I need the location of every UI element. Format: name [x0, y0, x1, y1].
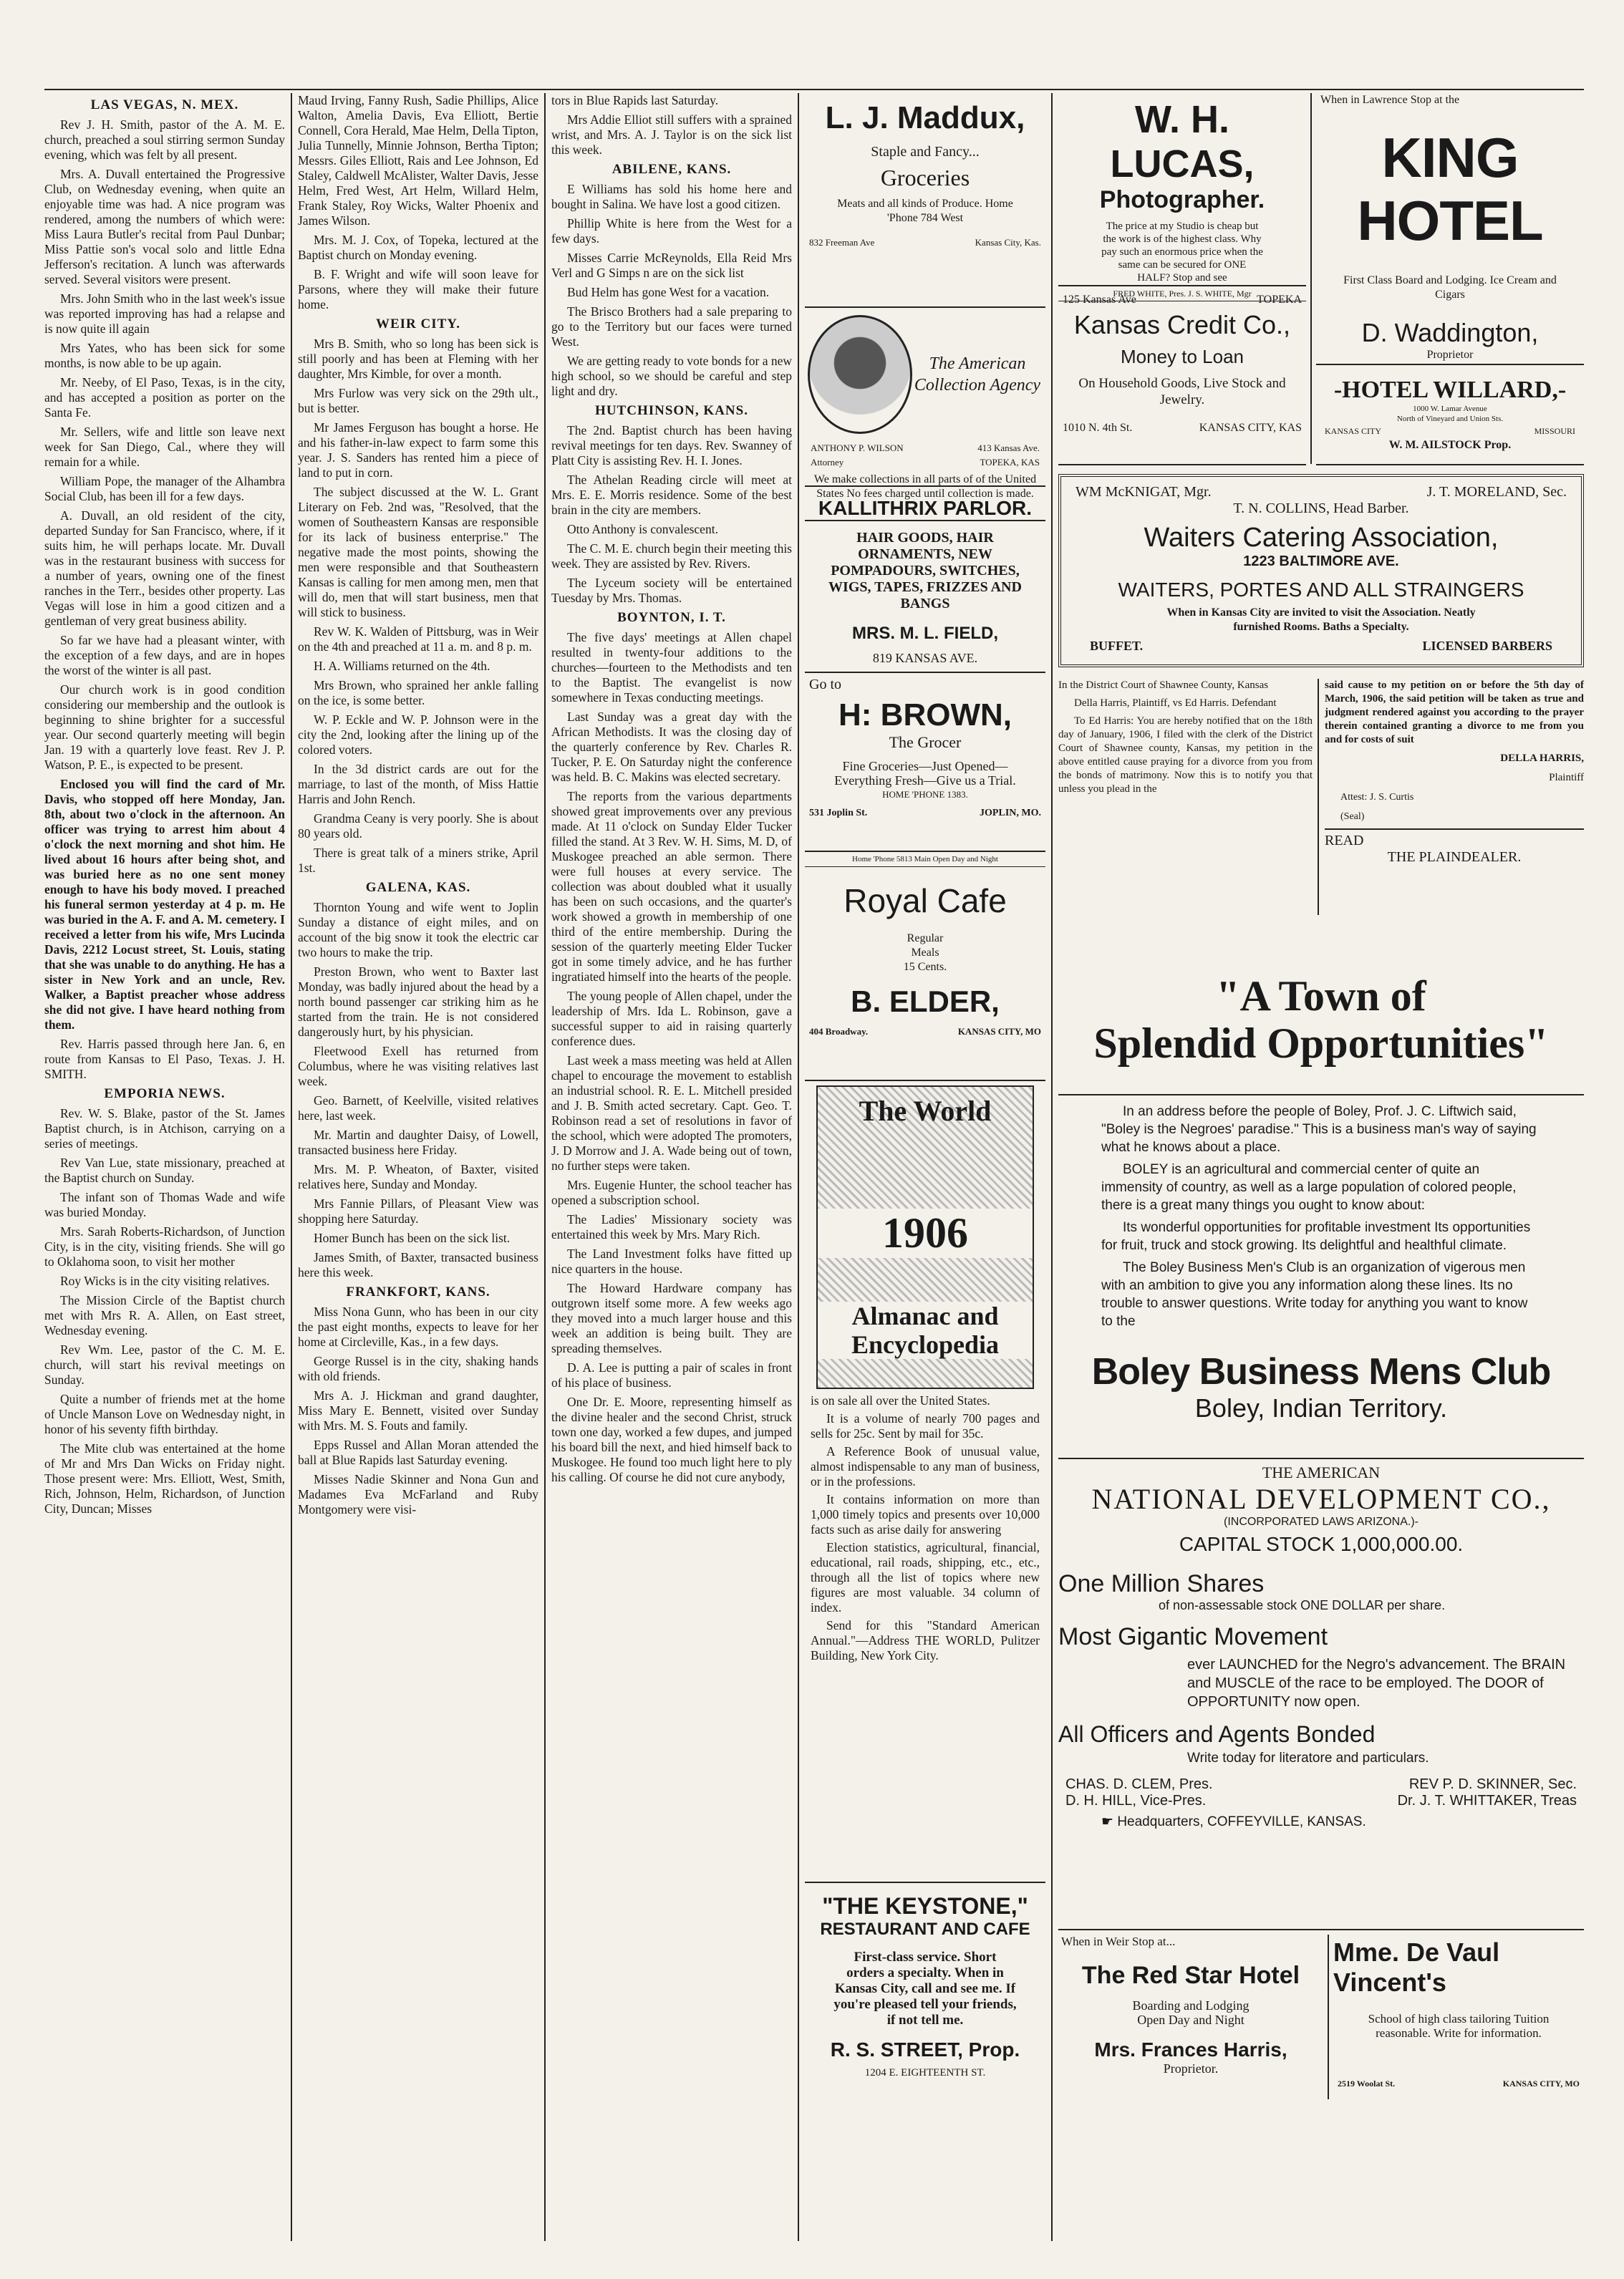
column-rule: [1310, 93, 1312, 464]
heading-emporia: EMPORIA NEWS.: [104, 1086, 226, 1101]
ad-phone: HOME 'PHONE 1383.: [882, 789, 968, 800]
ad-subtitle: Money to Loan: [1120, 346, 1244, 367]
paragraph: Roy Wicks is in the city visiting relatives.: [60, 1274, 270, 1288]
paragraph: To Ed Harris: You are hereby notified that on the 18th day of January, 1906, I filed with the clerk of the District Court of Shawnee county, Kansas, my petition in the above entitled cause praying for a divorce from you from the bonds of matrimony. Now this is to notify you that unless you plead in the: [1058, 715, 1313, 795]
column-rule: [291, 93, 292, 2241]
ad-text: First-class service. Short orders a specialty. When in Kansas City, call and see me. If you're pleased tell your friends, if not tell me.: [833, 1950, 1017, 2028]
ad-title: W. H. LUCAS,: [1110, 98, 1255, 185]
ad-address-street: 2519 Woolat St.: [1338, 2079, 1396, 2089]
ad-text: Boarding and Lodging: [1132, 1998, 1250, 2013]
ad-text: (INCORPORATED LAWS ARIZONA.)-: [1223, 1516, 1418, 1528]
ad-address-note: North of Vineyard and Union Sts.: [1396, 415, 1504, 423]
ad-text: Regular: [907, 932, 944, 944]
almanac-year: 1906: [818, 1209, 1033, 1258]
ad-title: Royal Cafe: [844, 882, 1007, 919]
column-6-ads: [1316, 93, 1584, 465]
paragraph: The Boley Business Men's Club is an organization of vigerous men with an ambition to give you any information along these lines. Its no trouble to answer questions. Write today for anything you want to know to the: [1101, 1260, 1528, 1329]
ad-maddux: [805, 93, 1045, 308]
paragraph: Mrs Brown, who sprained her ankle falling on the ice, is some better.: [298, 678, 538, 707]
paragraph: Our church work is in good condition considering our membership and the outlook is beginning to shine brighter for a successful year. Our second quarterly meeting will begin Jan. 19 with a quarterly love feast. Rev J. P. Watson, P. E., is expected to be present.: [44, 682, 285, 772]
ad-title: L. J. Maddux,: [825, 100, 1025, 135]
ad-title: "THE KEYSTONE,": [822, 1893, 1028, 1919]
paragraph: The Mite club was entertained at the home of Mr and Mrs Dan Wicks on Friday night. Those present were: Mrs. Elliott, West, Smith, Rich, Johnson, Helm, Richardson, of Junction City, Duncan; Misses: [44, 1441, 285, 1516]
paragraph: We are getting ready to vote bonds for a new high school, so we should be careful and step light and dry.: [551, 354, 792, 398]
ad-address-city: JOPLIN, MO.: [980, 808, 1041, 818]
ad-text: 15 Cents.: [903, 961, 947, 973]
ad-title: Mme. De Vaul Vincent's: [1333, 1937, 1500, 1997]
ad-secretary: REV P. D. SKINNER, Sec.: [1408, 1776, 1577, 1792]
paragraph: The Lyceum society will be entertained Tuesday by Mrs. Thomas.: [551, 576, 792, 605]
ad-address-state: MISSOURI: [1534, 426, 1575, 436]
ad-text: When in Kansas City are invited to visit the Association. Neatly furnished Rooms. Baths a Specialty.: [1166, 606, 1476, 633]
paragraph: Epps Russel and Allan Moran attended the ball at Blue Rapids last Saturday evening.: [298, 1438, 538, 1467]
signature: DELLA HARRIS,: [1500, 753, 1584, 764]
signature-role: Plaintiff: [1549, 772, 1584, 783]
top-rule: [44, 89, 1584, 90]
paragraph: Mrs Fannie Pillars, of Pleasant View was shopping here Saturday.: [298, 1196, 538, 1226]
ad-title: Waiters Catering Association,: [1144, 523, 1499, 553]
ad-treasurer: Dr. J. T. WHITTAKER, Treas: [1397, 1793, 1577, 1809]
ad-text: THE AMERICAN: [1262, 1463, 1381, 1481]
ad-text: Meals: [911, 947, 939, 959]
paragraph: Mr. Martin and daughter Daisy, of Lowell, transacted business here Friday.: [298, 1128, 538, 1157]
paragraph: Enclosed you will find the card of Mr. Davis, who stopped off here Monday, Jan. 8th, about two o'clock in the afternoon. An officer was trying to arrest him about 4 o'clock the next morning and shot him. He lived about 16 hours after being shot, and was buried here as no one sent money enough to have his body moved. I preached his funeral sermon yesterday at 4 p. m. He was buried in the A. F. and A. M. cemetery. I received a letter from his wife, Mrs Lucinda Davis, 2212 Locust street, St. Louis, stating that she was unable to do anything. He has a sister in New York and an uncle, Rev. Walker, a Baptist preacher whose address she did not give. I have heard nothing from them.: [44, 777, 285, 1032]
ad-text: of non-assessable stock ONE DOLLAR per share.: [1159, 1598, 1446, 1612]
almanac-masthead: The World: [859, 1095, 992, 1127]
paragraph: E Williams has sold his home here and bought in Salina. We have lost a good citizen.: [551, 182, 792, 211]
almanac-illustration: [816, 1085, 1034, 1389]
paragraph: Mrs. John Smith who in the last week's issue was reported improving has had a relapse and is now quite ill again: [44, 291, 285, 336]
ad-address: 819 KANSAS AVE.: [872, 651, 978, 665]
paragraph: The young people of Allen chapel, under the leadership of Mrs. Ida L. Robinson, gave a successful supper to aid in raising quarterly conference dues.: [551, 989, 792, 1048]
ad-title: -HOTEL WILLARD,-: [1333, 377, 1567, 403]
ad-address: [805, 236, 1045, 250]
paragraph: Mrs. A. Duvall entertained the Progressive Club, on Wednesday evening, when quite an enjoyable time was had. A nice program was rendered, among the numbers of which were: Miss Laura Butler's recital from Paul Dunbar; Miss Pattie son's vocal solo and little Edna Jefferson's recitation. A lunch was afterwards served. Several visitors were present.: [44, 167, 285, 286]
ad-president: CHAS. D. CLEM, Pres.: [1065, 1776, 1213, 1792]
ad-text: Fine Groceries—Just Opened—Everything Fresh—Give us a Trial.: [834, 759, 1016, 788]
paragraph: The infant son of Thomas Wade and wife was buried Monday.: [44, 1190, 285, 1219]
paragraph: Della Harris, Plaintiff, vs Ed Harris. Defendant: [1074, 697, 1277, 709]
ad-address-city: TOPEKA: [1257, 294, 1302, 306]
paragraph: Quite a number of friends met at the home of Uncle Manson Love on Wednesday night, in honor of his seventy fifth birthday.: [44, 1392, 285, 1436]
ad-owner: W. M. AILSTOCK Prop.: [1388, 439, 1512, 451]
paragraph: A Reference Book of unusual value, almost indispensable to any man of business, or in the professions.: [811, 1444, 1040, 1489]
paragraph: H. A. Williams returned on the 4th.: [314, 659, 490, 673]
ad-address: [1058, 408, 1306, 435]
paragraph: Mrs A. J. Hickman and grand daughter, Miss Mary E. Bennett, visited over Sunday with Mrs. M. S. Fouts and family.: [298, 1388, 538, 1433]
ad-title: H: BROWN,: [838, 697, 1012, 732]
portrait-icon: [808, 315, 912, 434]
paragraph: Mrs Furlow was very sick on the 29th ult., but is better.: [298, 386, 538, 415]
read-label: READ: [1325, 833, 1364, 848]
paragraph: Rev J. H. Smith, pastor of the A. M. E. church, preached a soul stirring sermon Sunday evening, which was felt by all present.: [44, 117, 285, 162]
ad-address: [805, 802, 1045, 825]
heading-boynton: BOYNTON, I. T.: [617, 610, 726, 625]
paragraph: The subject discussed at the W. L. Grant Literary on Feb. 2nd was, "Resolved, that the women of Southeastern Kansas are responsible for its lack of business enterprise." The negative made the most points, showing the men were responsible and that Southeastern Kansas is calling for men among men, men that will do, men that will start business, men that will stick to business.: [298, 485, 538, 619]
paragraph: tors in Blue Rapids last Saturday.: [551, 93, 719, 107]
ad-hotel-willard: [1316, 365, 1584, 465]
paragraph: The Ladies' Missionary society was entertained this week by Mrs. Mary Rich.: [551, 1212, 792, 1242]
ad-red-star-hotel: [1058, 1935, 1323, 2099]
ad-text: ever LAUNCHED for the Negro's advancement. The BRAIN and MUSCLE of the race to be employed. The DOOR of OPPORTUNITY now open.: [1187, 1657, 1566, 1710]
ad-headquarters: [1058, 1814, 1584, 1830]
heading-galena: GALENA, KAS.: [365, 880, 471, 895]
column-1: [44, 93, 285, 2241]
paragraph: W. P. Eckle and W. P. Johnson were in the city the 2nd, looking after the lining up of the colored voters.: [298, 712, 538, 757]
ad-text: We make collections in all parts of of the United States No fees charged until collection is made.: [813, 473, 1037, 500]
heading-frankfort: FRANKFORT, KANS.: [346, 1284, 490, 1300]
heading-las-vegas: LAS VEGAS, N. MEX.: [90, 97, 239, 112]
ad-text: FRED WHITE, Pres. J. S. WHITE, Mgr: [1058, 286, 1306, 301]
ad-footer-right: LICENSED BARBERS: [1422, 639, 1552, 653]
ad-boley-body: [1058, 1095, 1584, 1353]
paragraph: Rev. Harris passed through here Jan. 6, en route from Kansas to El Paso, Texas. J. H. SMITH.: [44, 1037, 285, 1081]
ad-address-city: Kansas City, Kas.: [975, 237, 1041, 248]
paragraph: Rev W. K. Walden of Pittsburg, was in Weir on the 4th and preached at 11 a. m. and 8 p. m.: [298, 624, 538, 654]
paragraph: B. F. Wright and wife will soon leave for Parsons, where they will make their future home.: [298, 267, 538, 311]
paragraph: Mrs Yates, who has been sick for some months, is now able to be up again.: [44, 341, 285, 370]
paragraph: Mrs Addie Elliot still suffers with a sprained wrist, and Mrs. A. J. Taylor is on the sick list this week.: [551, 112, 792, 157]
paragraph: Mrs. Sarah Roberts-Richardson, of Junction City, is in the city, visiting friends. She will go to Oklahoma soon, to visit her mother: [44, 1224, 285, 1269]
ad-subtitle: WAITERS, PORTES AND ALL STRAINGERS: [1118, 579, 1524, 601]
ad-owner: Mrs. Frances Harris,: [1094, 2038, 1287, 2061]
ad-footer-left: BUFFET.: [1090, 639, 1144, 653]
club-name: Boley Business Mens Club: [1091, 1351, 1551, 1393]
ad-footer: [1076, 639, 1567, 654]
paragraph: The C. M. E. church begin their meeting this week. They are assisted by Rev. Rivers.: [551, 541, 792, 571]
ad-address-street: 413 Kansas Ave.: [977, 442, 1040, 453]
paragraph: The reports from the various departments showed great improvements over any previous made. At 11 o'clock on Sunday Elder Tucker filled the stand. At 3 Rev. W. H. Sims, M. D, of Muskogee preached an able sermon. There were full houses at every service. The collection was about doubled what it usually has been on such occasions, and the quarter's work showed a growth in membership of one third of the entire membership. During the session of the quarterly meeting Elder Tucker got in some timely advice, and he has further ingratiated himself into the hearts of the people.: [551, 789, 792, 984]
paragraph: Send for this "Standard American Annual."—Address THE WORLD, Pulitzer Building, New York City.: [811, 1618, 1040, 1663]
ad-boley-club: [1058, 1350, 1584, 1459]
ad-address: 1223 BALTIMORE AVE.: [1243, 553, 1399, 569]
ad-owner: R. S. STREET, Prop.: [830, 2038, 1020, 2061]
paragraph: Last Sunday was a great day with the African Methodists. It was the closing day of the quarterly conference by Rev. Charles R. Tucker, P. E. On Saturday night the conference was held. B. C. Makins was elected secretary.: [551, 710, 792, 784]
ad-brown-grocer: [805, 673, 1045, 852]
paragraph: Preston Brown, who went to Baxter last Monday, was badly injured about the head by a north bound passenger car striking him as he started from the train. He is not considered dangerously hurt, by his physician.: [298, 964, 538, 1039]
paragraph: Mrs. M. J. Cox, of Topeka, lectured at the Baptist church on Monday evening.: [298, 233, 538, 262]
paragraph: D. A. Lee is putting a pair of scales in front of his place of business.: [551, 1360, 792, 1390]
ad-text: Proprietor: [1426, 349, 1474, 361]
ad-address-street: 832 Freeman Ave: [809, 237, 875, 248]
ad-text: Go to: [809, 677, 841, 692]
ad-title: KING HOTEL: [1357, 126, 1543, 252]
paragraph: is on sale all over the United States.: [811, 1393, 990, 1408]
paragraph: Rev Wm. Lee, pastor of the C. M. E. church, will start his revival meetings on Sunday.: [44, 1342, 285, 1387]
paragraph: There is great talk of a miners strike, April 1st.: [298, 846, 538, 875]
read-notice: [1325, 828, 1584, 866]
paragraph: Thornton Young and wife went to Joplin Sunday a distance of eight miles, and on account of the big snow it took the electric car two hours to make the trip.: [298, 900, 538, 959]
ad-secretary: J. T. MORELAND, Sec.: [1426, 484, 1567, 500]
column-rule: [1318, 679, 1319, 915]
paragraph: Rev. W. S. Blake, pastor of the St. James Baptist church, is in Atchison, carrying on a series of meetings.: [44, 1106, 285, 1151]
ad-kansas-credit: [1058, 286, 1306, 465]
ad-address-street: 531 Joplin St.: [809, 808, 868, 818]
paragraph: Mr. Sellers, wife and little son leave next week for San Diego, Cal., where they will remain for a while.: [44, 425, 285, 469]
ad-person: ANTHONY P. WILSON: [811, 442, 904, 453]
column-2: [298, 93, 538, 2241]
ad-king-hotel: [1316, 93, 1584, 365]
paragraph: Election statistics, agricultural, financial, educational, rail roads, shipping, etc., etc., through all the list of topics where new figures are most valuable. 34 column of index.: [811, 1540, 1040, 1615]
paragraph: The Athelan Reading circle will meet at Mrs. E. E. Morris residence. Some of the best brain in the city are members.: [551, 473, 792, 517]
paragraph: said cause to my petition on or before the 5th day of March, 1906, the said petition will be taken as true and judgment rendered against you according to the prayer therein contained granting a divorce to me from you and for costs of suit: [1325, 679, 1584, 745]
ad-address-city: KANSAS CITY: [1325, 426, 1382, 436]
paragraph: It is a volume of nearly 700 pages and sells for 25c. Sent by mail for 35c.: [811, 1411, 1040, 1441]
ad-heading: One Million Shares: [1058, 1570, 1265, 1597]
ad-text: When in Weir Stop at...: [1061, 1935, 1176, 1948]
ad-address-city: KANSAS CITY, KAS: [1199, 422, 1302, 434]
column-rule: [798, 93, 799, 2241]
heading-hutchinson: HUTCHINSON, KANS.: [595, 403, 748, 418]
paragraph: So far we have had a pleasant winter, with the exception of a few days, and are in hopes the worst of the winter is all past.: [44, 633, 285, 677]
ad-title: The Red Star Hotel: [1081, 1962, 1300, 1989]
paragraph: The Mission Circle of the Baptist church met with Mrs R. A. Allen, on East street, Wednesday evening.: [44, 1293, 285, 1337]
paragraph: One Dr. E. Moore, representing himself as the divine healer and the second Christ, struck town one day, worked a few dupes, and jumped his board bill the next, and hied himself back to Muskogee. He found too much light here to ply his calling. Of course he did not cure anybody,: [551, 1395, 792, 1484]
column-4-ads: [805, 93, 1045, 2241]
seal: (Seal): [1340, 811, 1365, 822]
paragraph: A. Duvall, an old resident of the city, departed Sunday for San Francisco, where, if it suits him, he will perhaps locate. Mr. Duvall was in the restaurant business with success for a number of years, owning one of the finest ranches in the Terr., besides other property. Las Vegas will lose in him a good citizen and a gentleman of very great business ability.: [44, 508, 285, 628]
legal-notice-right: [1325, 679, 1584, 937]
legal-notice-left: [1058, 679, 1313, 922]
ad-title: Kansas Credit Co.,: [1073, 310, 1291, 339]
ad-address: [1333, 2041, 1584, 2091]
ad-heading: All Officers and Agents Bonded: [1058, 1721, 1376, 1747]
paragraph: BOLEY is an agricultural and commercial center of quite an immensity of country, as well as a large population of colored people, there is a great many things you ought to know about:: [1101, 1162, 1517, 1213]
paragraph: Otto Anthony is convalescent.: [567, 522, 718, 536]
ad-keystone: [805, 1883, 1045, 2241]
attest: Attest: J. S. Curtis: [1340, 792, 1414, 803]
ad-officers: [1058, 1776, 1584, 1793]
ad-text: School of high class tailoring Tuition reasonable. Write for information.: [1368, 2012, 1550, 2040]
ad-kallithrix: [805, 487, 1045, 673]
ad-vice-president: D. H. HILL, Vice-Pres.: [1065, 1793, 1207, 1809]
ad-title: NATIONAL DEVELOPMENT CO.,: [1091, 1483, 1551, 1515]
paragraph: The 2nd. Baptist church has been having revival meetings for ten days. Rev. Swanney of Platt City is assisting Rev. H. I. Jones.: [551, 423, 792, 468]
ad-person-role: Attorney: [811, 457, 844, 468]
paragraph: The Brisco Brothers had a sale preparing to go to the Territory but our faces were turned West.: [551, 304, 792, 349]
ad-text: Home 'Phone 5813 Main Open Day and Night: [805, 852, 1045, 867]
ad-text: The price at my Studio is cheap but the work is of the highest class. Why pay such an enormous price when the same can be secured for ONE HALF? Stop and see: [1101, 221, 1263, 284]
paragraph: The Howard Hardware company has outgrown itself some more. A few weeks ago they moved into a much larger house and this week an addition is being built. They are spreading themselves.: [551, 1281, 792, 1355]
paragraph: Phillip White is here from the West for a few days.: [551, 216, 792, 246]
ad-text: Open Day and Night: [1137, 2013, 1244, 2027]
ad-address-city: KANSAS CITY, MO: [1502, 2079, 1580, 2089]
paragraph: It contains information on more than 1,000 timely topics and presents over 10,000 facts such as arise daily for answering: [811, 1492, 1040, 1537]
ad-address: [1316, 424, 1584, 438]
ad-owner: B. ELDER,: [851, 984, 1000, 1018]
paragraph: Geo. Barnett, of Keelville, visited relatives here, last week.: [298, 1093, 538, 1123]
paragraph: Homer Bunch has been on the sick list.: [314, 1231, 511, 1245]
ad-subtitle: RESTAURANT AND CAFE: [820, 1920, 1030, 1939]
paragraph: The five days' meetings at Allen chapel resulted in twenty-four additions to the churches—fourteen to the Methodists and ten to the Baptist. The evangelist is now somewhere in Texas conducting meetings.: [551, 630, 792, 705]
newspaper-page: [44, 93, 1584, 2241]
almanac-title: Almanac and Encyclopedia: [818, 1302, 1033, 1359]
ad-text: Write today for literatore and particulars.: [1187, 1751, 1429, 1766]
ad-title: The American Collection Agency: [914, 354, 1041, 395]
ad-manager: WM McKNIGAT, Mgr.: [1076, 484, 1212, 500]
ad-address-city: TOPEKA, KAS: [980, 457, 1040, 468]
column-rule: [544, 93, 546, 2241]
paragraph: Misses Nadie Skinner and Nona Gun and Madames Eva McFarland and Ruby Montgomery were visi-: [298, 1472, 538, 1516]
ad-de-vaul: [1333, 1935, 1584, 2099]
ad-text: Proprietor.: [1163, 2061, 1219, 2076]
ad-text: HAIR GOODS, HAIR ORNAMENTS, NEW POMPADOURS, SWITCHES, WIGS, TAPES, FRIZZES AND BANGS: [828, 530, 1022, 611]
ad-address: [805, 1019, 1045, 1045]
ad-text: First Class Board and Lodging. Ice Cream and Cigars: [1343, 274, 1557, 301]
pointing-hand-icon: ☛: [1101, 1814, 1114, 1829]
paragraph: Last week a mass meeting was held at Allen chapel to encourage the movement to establish an industrial school. R. E. L. Mitchell presided and J. B. Smith acted secretary. Capt. Geo. T. Robinson read a set of resolutions in favor of the school, which were adopted The promoters, J. D Morrow and J. A. Wade being out of town, no further steps were taken.: [551, 1053, 792, 1173]
ad-address-street: 1010 N. 4th St.: [1063, 422, 1133, 434]
ad-text: On Household Goods, Live Stock and Jewelry.: [1078, 376, 1286, 407]
ad-subtitle: The Grocer: [889, 733, 962, 751]
ad-address-street: 1000 W. Lamar Avenue: [1413, 405, 1487, 413]
paragraph: Mrs B. Smith, who so long has been sick is still poorly and has been at Fleming with her daughter, Mrs Kimble, for over a month.: [298, 337, 538, 381]
ad-address-street: 404 Broadway.: [809, 1026, 869, 1037]
heading-weir-city: WEIR CITY.: [375, 316, 461, 332]
ad-boley: [1058, 972, 1584, 1067]
club-place: Boley, Indian Territory.: [1194, 1393, 1448, 1423]
paragraph: Miss Nona Gunn, who has been in our city the past eight months, expects to leave for her home at Circleville, Kas., in a few days.: [298, 1305, 538, 1349]
ad-text: When in Lawrence Stop at the: [1320, 94, 1460, 106]
ad-owner: MRS. M. L. FIELD,: [852, 624, 998, 643]
paper-name: THE PLAINDEALER.: [1387, 849, 1522, 865]
ad-subtitle: Photographer.: [1099, 186, 1265, 213]
paragraph: Its wonderful opportunities for profitable investment Its opportunities for fruit, truck and stock growing. Its delightful and healthful climate.: [1101, 1220, 1531, 1253]
ad-royal-cafe: [805, 852, 1045, 1081]
ad-text: Staple and Fancy...: [871, 144, 980, 160]
column-rule: [1328, 1935, 1329, 2099]
paragraph: In an address before the people of Boley, Prof. J. C. Liftwich said, "Boley is the Negroes' paradise." This is a business man's way of saying what he knows about a place.: [1101, 1104, 1537, 1155]
ad-owner: D. Waddington,: [1361, 318, 1539, 347]
ad-address: 1204 E. EIGHTEENTH ST.: [864, 2067, 986, 2079]
ad-address: [805, 441, 1045, 455]
column-rule: [1051, 93, 1053, 2241]
paragraph: Mrs. M. P. Wheaton, of Baxter, visited relatives here, Sunday and Monday.: [298, 1162, 538, 1191]
paragraph: In the 3d district cards are out for the marriage, to last of the month, of Miss Hattie Harris and John Rench.: [298, 762, 538, 806]
ad-subtitle: Groceries: [880, 165, 970, 190]
paragraph: Mrs. Eugenie Hunter, the school teacher has opened a subscription school.: [551, 1178, 792, 1207]
paragraph: Bud Helm has gone West for a vacation.: [567, 285, 770, 299]
paragraph: James Smith, of Baxter, transacted business here this week.: [298, 1250, 538, 1279]
ad-world-almanac: [805, 1081, 1045, 1883]
ad-capital: CAPITAL STOCK 1,000,000.00.: [1179, 1533, 1464, 1555]
column-3: [551, 93, 792, 2241]
paragraph: The Land Investment folks have fitted up nice quarters in the house.: [551, 1247, 792, 1276]
ad-waiters-catering: [1058, 474, 1584, 667]
ad-officers: [1076, 484, 1567, 500]
ad-title: KALLITHRIX PARLOR.: [805, 497, 1045, 521]
paragraph: Fleetwood Exell has returned from Columbus, where he was visiting relatives last week.: [298, 1044, 538, 1088]
paragraph: Rev Van Lue, state missionary, preached at the Baptist church on Sunday.: [44, 1156, 285, 1185]
ad-headquarters-text: Headquarters, COFFEYVILLE, KANSAS.: [1117, 1814, 1366, 1829]
ad-officers: [1058, 1793, 1584, 1809]
paragraph: George Russel is in the city, shaking hands with old friends.: [298, 1354, 538, 1383]
paragraph: In the District Court of Shawnee County, Kansas: [1058, 679, 1269, 691]
ad-address: [805, 455, 1045, 470]
ad-heading: Most Gigantic Movement: [1058, 1623, 1328, 1650]
ad-address-city: KANSAS CITY, MO: [957, 1026, 1041, 1037]
ad-collection-agency: [805, 308, 1045, 500]
ad-head-barber: T. N. COLLINS, Head Barber.: [1233, 500, 1409, 516]
ad-national-development: [1058, 1463, 1584, 1930]
paragraph: Mr. Neeby, of El Paso, Texas, is in the city, and has accepted a position as porter on the Santa Fe.: [44, 375, 285, 420]
ad-title: "A Town of: [1216, 972, 1426, 1020]
heading-abilene: ABILENE, KANS.: [612, 162, 732, 177]
paragraph: Maud Irving, Fanny Rush, Sadie Phillips, Alice Walton, Amelia Davis, Eva Elliott, Bertie Connell, Cora Herald, Mae Helm, Della Tipton, Julia Tunnelly, Minnie Johnson, Bertha Tipton; Messrs. Giles Elliott, Rais and Lee Johnson, Ed Staley, Caldwell McAlister, Walter Davis, Jesse Helm, Fred West, Art Helm, Willard Helm, Frank Staley, Roy Wicks, Walter Phoenix and James Wilson.: [298, 93, 538, 228]
paragraph: Mr James Ferguson has bought a horse. He and his father-in-law expect to farm some this year. J. S. Sanders has rented him a piece of land to put in corn.: [298, 420, 538, 480]
paragraph: William Pope, the manager of the Alhambra Social Club, has been ill for a few days.: [44, 474, 285, 503]
paragraph: Misses Carrie McReynolds, Ella Reid Mrs Verl and G Simps n are on the sick list: [551, 251, 792, 280]
ad-title: Splendid Opportunities": [1093, 1020, 1549, 1067]
paragraph: Grandma Ceany is very poorly. She is about 80 years old.: [298, 811, 538, 841]
legal-notice: [1058, 679, 1584, 1095]
ad-address-street: 125 Kansas Ave: [1063, 294, 1136, 306]
ad-text: Meats and all kinds of Produce. Home 'Phone 784 West: [837, 198, 1013, 224]
